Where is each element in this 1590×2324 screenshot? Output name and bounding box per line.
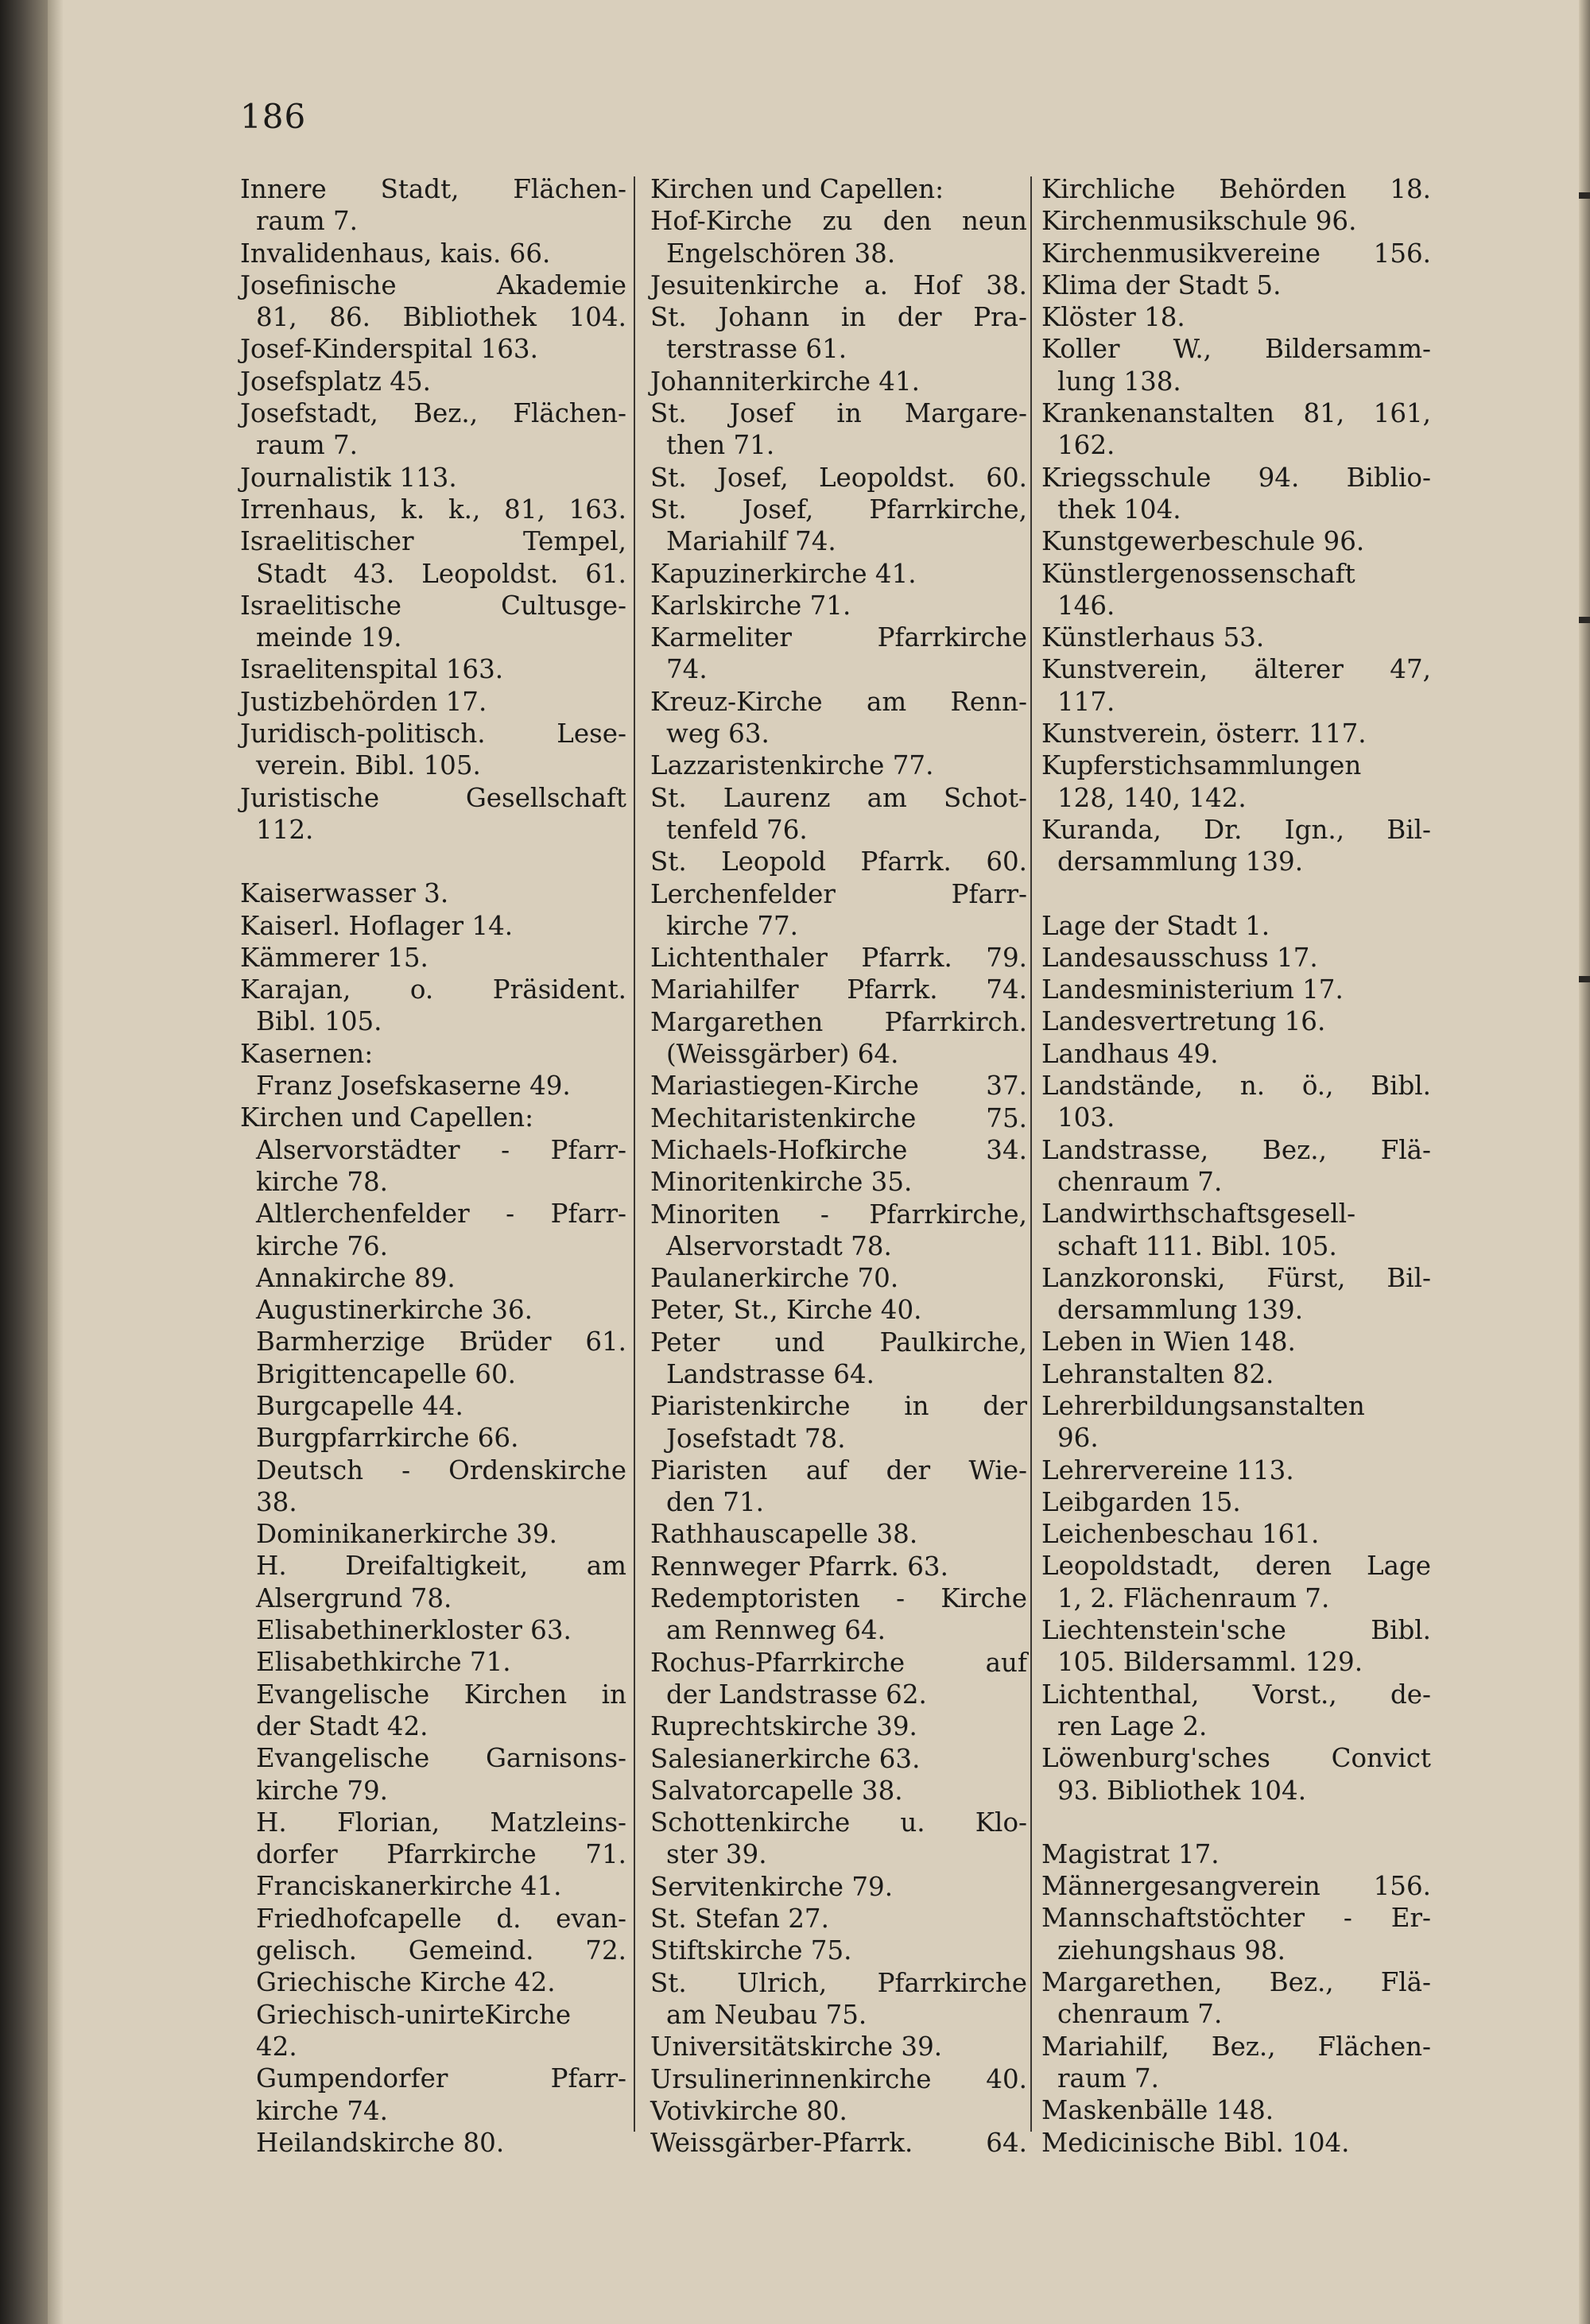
edge-mark (1579, 192, 1590, 199)
index-entry-line: Karlskirche 71. (650, 590, 851, 621)
index-entry-line: Gumpendorfer Pfarr- (256, 2063, 626, 2094)
index-entry-line: Israelitischer Tempel, (240, 526, 626, 557)
index-entry-line: St. Josef, Leopoldst. 60. (650, 462, 1027, 493)
index-entry-line: Landstrasse, Bez., Flä- (1041, 1134, 1431, 1165)
index-entry-line: Mechitaristenkirche 75. (650, 1102, 1027, 1133)
index-entry-line: Kupferstichsammlungen (1041, 750, 1362, 781)
index-entry-line: Evangelische Kirchen in (256, 1679, 626, 1710)
index-entry-line: schaft 111. Bibl. 105. (1057, 1230, 1337, 1261)
index-entry-line: Piaristenkirche in der (650, 1391, 1027, 1422)
index-column-3 (1041, 173, 1431, 2159)
index-entry-line: Klöster 18. (1041, 302, 1185, 333)
index-entry-line: Ursulinerinnenkirche 40. (650, 2063, 1027, 2094)
index-entry-line: Medicinische Bibl. 104. (1041, 2127, 1350, 2158)
index-entry-line: Mariastiegen-Kirche 37. (650, 1071, 1027, 1102)
edge-mark (1579, 617, 1590, 623)
index-entry-line: Friedhofcapelle d. evan- (256, 1903, 626, 1934)
index-entry-line: St. Josef, Pfarrkirche, (650, 494, 1027, 525)
index-entry-line: Justizbehörden 17. (240, 686, 487, 717)
index-entry-line: Evangelische Garnisons- (256, 1743, 626, 1774)
index-entry-line: terstrasse 61. (666, 334, 847, 365)
index-entry-line: 105. Bildersamml. 129. (1057, 1647, 1363, 1678)
index-entry-line: Invalidenhaus, kais. 66. (240, 238, 551, 269)
index-entry-line: Johanniterkirche 41. (650, 366, 920, 397)
index-entry-line: verein. Bibl. 105. (256, 750, 481, 781)
letter-section-gap (240, 846, 626, 877)
index-entry-line: Peter, St., Kirche 40. (650, 1295, 922, 1326)
index-entry-line: Hof-Kirche zu den neun (650, 206, 1027, 237)
index-entry-line: Lanzkoronski, Fürst, Bil- (1041, 1262, 1431, 1293)
index-entry-line: weg 63. (666, 719, 770, 749)
index-entry-line: Kreuz-Kirche am Renn- (650, 686, 1027, 717)
index-entry-line: Peter und Paulkirche, (650, 1327, 1027, 1358)
index-entry-line: Elisabethinerkloster 63. (256, 1615, 572, 1646)
letter-section-gap (1041, 878, 1431, 910)
index-entry-line: Kämmerer 15. (240, 942, 429, 973)
index-entry-line: Kunstgewerbeschule 96. (1041, 526, 1365, 557)
index-entry-line: Koller W., Bildersamm- (1041, 334, 1431, 365)
index-entry-line: 42. (256, 2031, 297, 2062)
index-column-2 (650, 173, 1027, 2159)
index-entry-line: Männergesangverein 156. (1041, 1871, 1431, 1902)
index-entry-line: Landwirthschaftsgesell- (1041, 1199, 1356, 1230)
index-entry-line: Leichenbeschau 161. (1041, 1519, 1320, 1550)
index-entry-line: Paulanerkirche 70. (650, 1263, 899, 1294)
index-entry-line: am Rennweg 64. (666, 1615, 886, 1646)
index-entry-line: Lerchenfelder Pfarr- (650, 878, 1027, 909)
index-entry-line: 93. Bibliothek 104. (1057, 1775, 1307, 1806)
index-entry-line: ren Lage 2. (1057, 1710, 1208, 1741)
index-entry-line: Josefstadt 78. (666, 1423, 846, 1454)
index-entry-line: Landstände, n. ö., Bibl. (1041, 1071, 1431, 1102)
index-entry-line: dersammlung 139. (1057, 846, 1304, 877)
index-entry-line: Rennweger Pfarrk. 63. (650, 1551, 948, 1582)
index-entry-line: kirche 78. (256, 1166, 389, 1197)
index-entry-line: Journalistik 113. (240, 462, 457, 493)
index-entry-line: Elisabethkirche 71. (256, 1647, 511, 1678)
index-entry-line: Mariahilfer Pfarrk. 74. (650, 974, 1027, 1005)
index-entry-line: St. Leopold Pfarrk. 60. (650, 846, 1027, 877)
index-entry-line: Landesvertretung 16. (1041, 1006, 1326, 1037)
index-entry-line: Kirchenmusikschule 96. (1041, 206, 1357, 237)
index-entry-line: Engelschören 38. (666, 238, 896, 269)
index-entry-line: Karmeliter Pfarrkirche (650, 622, 1027, 653)
page-right-edge (1579, 0, 1590, 2324)
index-entry-line: Künstlergenossenschaft (1041, 558, 1355, 589)
index-entry-line: St. Laurenz am Schot- (650, 782, 1027, 813)
index-entry-line: raum 7. (256, 430, 359, 461)
index-entry-line: Griechisch-unirteKirche (256, 1999, 572, 2030)
edge-mark (1579, 976, 1590, 982)
index-column-1 (240, 173, 626, 2159)
index-entry-line: 74. (666, 654, 708, 685)
index-entry-line: Kunstverein, österr. 117. (1041, 719, 1367, 749)
index-entry-line: chenraum 7. (1057, 1166, 1223, 1197)
index-entry-line: meinde 19. (256, 622, 402, 653)
index-entry-line: Lehrerbildungsanstalten (1041, 1390, 1365, 1421)
index-entry-line: St. Johann in der Pra- (650, 302, 1027, 333)
index-entry-line: St. Ulrich, Pfarrkirche (650, 1967, 1027, 1998)
index-entry-line: Augustinerkirche 36. (256, 1295, 533, 1326)
index-entry-line: Burgpfarrkirche 66. (256, 1423, 519, 1454)
index-entry-line: den 71. (666, 1487, 764, 1518)
index-entry-line: Burgcapelle 44. (256, 1390, 463, 1421)
index-entry-line: Griechische Kirche 42. (256, 1967, 556, 1998)
index-entry-line: Kirchen und Capellen: (240, 1102, 534, 1133)
book-binding-shadow (48, 0, 64, 2324)
index-entry-line: Universitätskirche 39. (650, 2032, 943, 2063)
index-entry-line: Kirchen und Capellen: (650, 174, 944, 204)
index-entry-line: Innere Stadt, Flächen- (240, 174, 626, 204)
index-entry-line: tenfeld 76. (666, 814, 808, 845)
index-entry-line: Israelitenspital 163. (240, 654, 504, 685)
index-entry-line: 162. (1057, 430, 1115, 461)
index-entry-line: 146. (1057, 590, 1115, 621)
index-entry-line: lung 138. (1057, 366, 1181, 397)
index-entry-line: Rochus-Pfarrkirche auf (650, 1647, 1027, 1678)
index-entry-line: 112. (256, 814, 314, 845)
index-entry-line: Michaels-Hofkirche 34. (650, 1134, 1027, 1165)
index-entry-line: Kunstverein, älterer 47, (1041, 654, 1431, 685)
index-entry-line: Weissgärber-Pfarrk. 64. (650, 2128, 1027, 2159)
index-entry-line: kirche 76. (256, 1230, 389, 1261)
index-entry-line: Schottenkirche u. Klo- (650, 1807, 1027, 1838)
index-entry-line: Maskenbälle 148. (1041, 2095, 1274, 2126)
index-entry-line: Leibgarden 15. (1041, 1486, 1241, 1517)
index-entry-line: ziehungshaus 98. (1057, 1935, 1286, 1966)
index-entry-line: Altlerchenfelder - Pfarr- (256, 1199, 626, 1230)
index-entry-line: Stadt 43. Leopoldst. 61. (256, 558, 626, 589)
column-rule (1030, 176, 1032, 2132)
index-entry-line: Votivkirche 80. (650, 2095, 847, 2126)
index-entry-line: kirche 74. (256, 2095, 389, 2126)
index-entry-line: ster 39. (666, 1839, 767, 1870)
index-entry-line: Kaiserwasser 3. (240, 878, 449, 909)
index-entry-line: Kaiserl. Hoflager 14. (240, 910, 514, 941)
index-entry-line: Salvatorcapelle 38. (650, 1775, 903, 1806)
index-entry-line: dorfer Pfarrkirche 71. (256, 1839, 626, 1870)
column-rule (634, 176, 635, 2132)
index-entry-line: Juristische Gesellschaft (240, 782, 626, 813)
index-entry-line: Mariahilf, Bez., Flächen- (1041, 2031, 1431, 2062)
index-entry-line: Jesuitenkirche a. Hof 38. (650, 269, 1027, 300)
index-entry-line: Salesianerkirche 63. (650, 1743, 921, 1774)
page-number: 186 (240, 97, 307, 136)
index-entry-line: Dominikanerkirche 39. (256, 1519, 557, 1550)
index-entry-line: Josef-Kinderspital 163. (240, 334, 538, 365)
index-entry-line: Alservorstadt 78. (666, 1230, 892, 1261)
index-entry-line: St. Josef in Margare- (650, 398, 1027, 429)
index-entry-line: Barmherzige Brüder 61. (256, 1327, 626, 1358)
index-entry-line: Klima der Stadt 5. (1041, 269, 1282, 300)
index-entry-line: Landesministerium 17. (1041, 974, 1344, 1005)
index-entry-line: Lehranstalten 82. (1041, 1358, 1274, 1389)
index-entry-line: Annakirche 89. (256, 1262, 456, 1293)
index-entry-line: Leben in Wien 148. (1041, 1327, 1296, 1358)
index-entry-line: then 71. (666, 430, 775, 461)
index-entry-line: 81, 86. Bibliothek 104. (256, 302, 626, 333)
index-entry-line: der Stadt 42. (256, 1710, 429, 1741)
book-binding-edge (0, 0, 48, 2324)
index-entry-line: Minoritenkirche 35. (650, 1167, 913, 1198)
index-entry-line: Künstlerhaus 53. (1041, 622, 1265, 653)
index-entry-line: 117. (1057, 686, 1115, 717)
index-entry-line: Kasernen: (240, 1038, 374, 1069)
index-entry-line: Minoriten - Pfarrkirche, (650, 1199, 1027, 1230)
index-entry-line: Landstrasse 64. (666, 1358, 874, 1389)
index-entry-line: am Neubau 75. (666, 1999, 867, 2030)
index-entry-line: H. Florian, Matzleins- (256, 1807, 626, 1838)
index-entry-line: (Weissgärber) 64. (666, 1039, 899, 1070)
index-entry-line: Löwenburg'sches Convict (1041, 1743, 1431, 1774)
index-entry-line: raum 7. (1057, 2063, 1160, 2094)
index-entry-line: Karajan, o. Präsident. (240, 974, 626, 1005)
index-entry-line: Kapuzinerkirche 41. (650, 558, 917, 589)
index-entry-line: Franciskanerkirche 41. (256, 1871, 562, 1902)
index-entry-line: Ruprechtskirche 39. (650, 1711, 917, 1742)
index-entry-line: Mariahilf 74. (666, 526, 836, 557)
index-entry-line: Juridisch-politisch. Lese- (240, 719, 626, 749)
index-entry-line: Lichtenthaler Pfarrk. 79. (650, 943, 1027, 974)
index-entry-line: 38. (256, 1486, 297, 1517)
index-entry-line: gelisch. Gemeind. 72. (256, 1935, 626, 1966)
index-entry-line: H. Dreifaltigkeit, am (256, 1551, 626, 1582)
index-entry-line: 128, 140, 142. (1057, 782, 1247, 813)
letter-section-gap (1041, 1807, 1431, 1838)
index-entry-line: 96. (1057, 1423, 1099, 1454)
index-entry-line: Bibl. 105. (256, 1006, 382, 1037)
index-entry-line: Landesausschuss 17. (1041, 942, 1318, 973)
index-entry-line: Liechtenstein'sche Bibl. (1041, 1615, 1431, 1646)
index-entry-line: Josefstadt, Bez., Flächen- (240, 398, 626, 429)
index-entry-line: Kirchenmusikvereine 156. (1041, 238, 1431, 269)
index-entry-line: Kuranda, Dr. Ign., Bil- (1041, 814, 1431, 845)
index-entry-line: Leopoldstadt, deren Lage (1041, 1551, 1431, 1582)
index-entry-line: Rathhauscapelle 38. (650, 1519, 918, 1550)
index-entry-line: Magistrat 17. (1041, 1838, 1220, 1869)
index-entry-line: Mannschaftstöchter - Er- (1041, 1903, 1431, 1934)
index-entry-line: St. Stefan 27. (650, 1904, 829, 1935)
index-entry-line: Josefsplatz 45. (240, 366, 431, 397)
index-entry-line: Kirchliche Behörden 18. (1041, 174, 1431, 204)
index-entry-line: Kriegsschule 94. Biblio- (1041, 462, 1431, 493)
index-entry-line: 1, 2. Flächenraum 7. (1057, 1582, 1330, 1613)
index-entry-line: Piaristen auf der Wie- (650, 1454, 1027, 1485)
index-entry-line: Lage der Stadt 1. (1041, 910, 1270, 941)
index-entry-line: Heilandskirche 80. (256, 2127, 505, 2158)
index-entry-line: Brigittencapelle 60. (256, 1358, 516, 1389)
index-entry-line: Margarethen Pfarrkirch. (650, 1006, 1027, 1037)
index-entry-line: 103. (1057, 1102, 1115, 1133)
index-entry-line: Servitenkirche 79. (650, 1871, 894, 1902)
index-entry-line: Lehrervereine 113. (1041, 1454, 1294, 1485)
index-entry-line: Josefinische Akademie (240, 269, 626, 300)
index-entry-line: Margarethen, Bez., Flä- (1041, 1967, 1431, 1998)
index-entry-line: thek 104. (1057, 494, 1181, 525)
index-entry-line: Krankenanstalten 81, 161, (1041, 398, 1431, 429)
index-entry-line: Landhaus 49. (1041, 1038, 1219, 1069)
index-entry-line: Redemptoristen - Kirche (650, 1583, 1027, 1614)
index-entry-line: Franz Josefskaserne 49. (256, 1071, 571, 1102)
index-entry-line: Deutsch - Ordenskirche (256, 1454, 626, 1485)
index-entry-line: dersammlung 139. (1057, 1295, 1304, 1326)
index-entry-line: Israelitische Cultusge- (240, 590, 626, 621)
index-entry-line: raum 7. (256, 206, 359, 237)
index-entry-line: Irrenhaus, k. k., 81, 163. (240, 494, 626, 525)
index-entry-line: Stiftskirche 75. (650, 1935, 852, 1966)
index-entry-line: Alservorstädter - Pfarr- (256, 1134, 626, 1165)
index-entry-line: chenraum 7. (1057, 1999, 1223, 2030)
index-entry-line: Lichtenthal, Vorst., de- (1041, 1679, 1431, 1710)
index-entry-line: Alsergrund 78. (256, 1582, 452, 1613)
index-entry-line: Lazzaristenkirche 77. (650, 750, 934, 781)
index-entry-line: der Landstrasse 62. (666, 1679, 927, 1710)
index-entry-line: kirche 79. (256, 1775, 389, 1806)
index-entry-line: kirche 77. (666, 910, 799, 941)
